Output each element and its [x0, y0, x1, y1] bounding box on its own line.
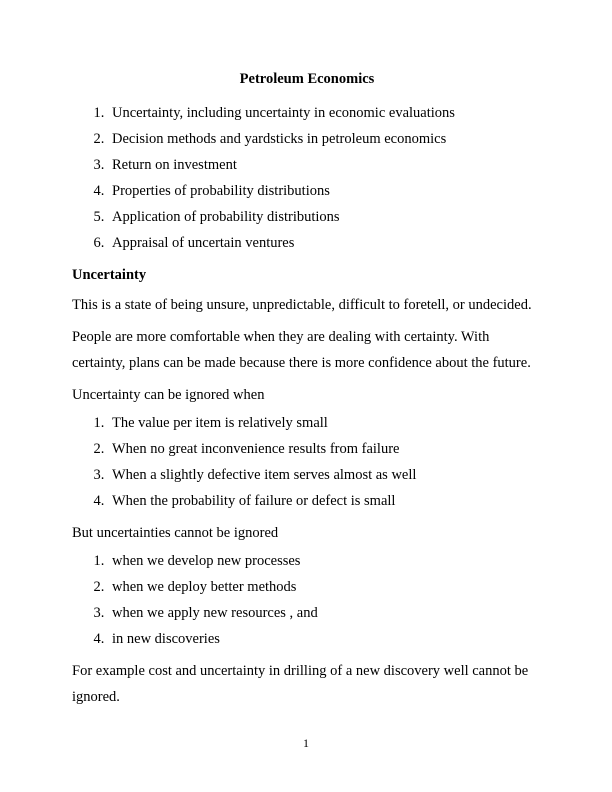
list-item: 3. When a slightly defective item serves almost as well	[108, 462, 542, 488]
paragraph-ignored-when: Uncertainty can be ignored when	[72, 387, 265, 403]
list-item: 3. when we apply new resources , and	[108, 600, 542, 626]
paragraph-example: For example cost and uncertainty in drilling of a new discovery well cannot be ignored.	[72, 663, 529, 705]
list-item: 3. Return on investment	[108, 152, 542, 178]
list-item: 4. Properties of probability distributions	[108, 178, 542, 204]
list-item: 6. Appraisal of uncertain ventures	[108, 230, 542, 256]
list-item: 2. when we deploy better methods	[108, 574, 542, 600]
list-item: 2. When no great inconvenience results from failure	[108, 436, 542, 462]
list-item: 1. Uncertainty, including uncertainty in economic evaluations	[108, 100, 542, 126]
cannot-ignore-list	[72, 548, 542, 652]
list-item: 5. Application of probability distributions	[108, 204, 542, 230]
list-item: 1. when we develop new processes	[108, 548, 542, 574]
ignore-conditions-list	[72, 410, 542, 514]
paragraph-certainty: People are more comfortable when they are dealing with certainty. With certainty, plans can be made because there is more confidence about the future.	[72, 329, 531, 371]
list-item: 2. Decision methods and yardsticks in petroleum economics	[108, 126, 542, 152]
paragraph-definition: This is a state of being unsure, unpredictable, difficult to foretell, or undecided.	[72, 297, 532, 313]
list-item: 4. in new discoveries	[108, 626, 542, 652]
list-item: 4. When the probability of failure or defect is small	[108, 488, 542, 514]
topics-list	[72, 100, 542, 256]
section-heading-uncertainty: Uncertainty	[72, 267, 147, 283]
page-number: 1	[303, 736, 309, 750]
document-title: Petroleum Economics	[239, 71, 375, 87]
list-item: 1. The value per item is relatively small	[108, 410, 542, 436]
paragraph-cannot-ignore: But uncertainties cannot be ignored	[72, 525, 279, 541]
